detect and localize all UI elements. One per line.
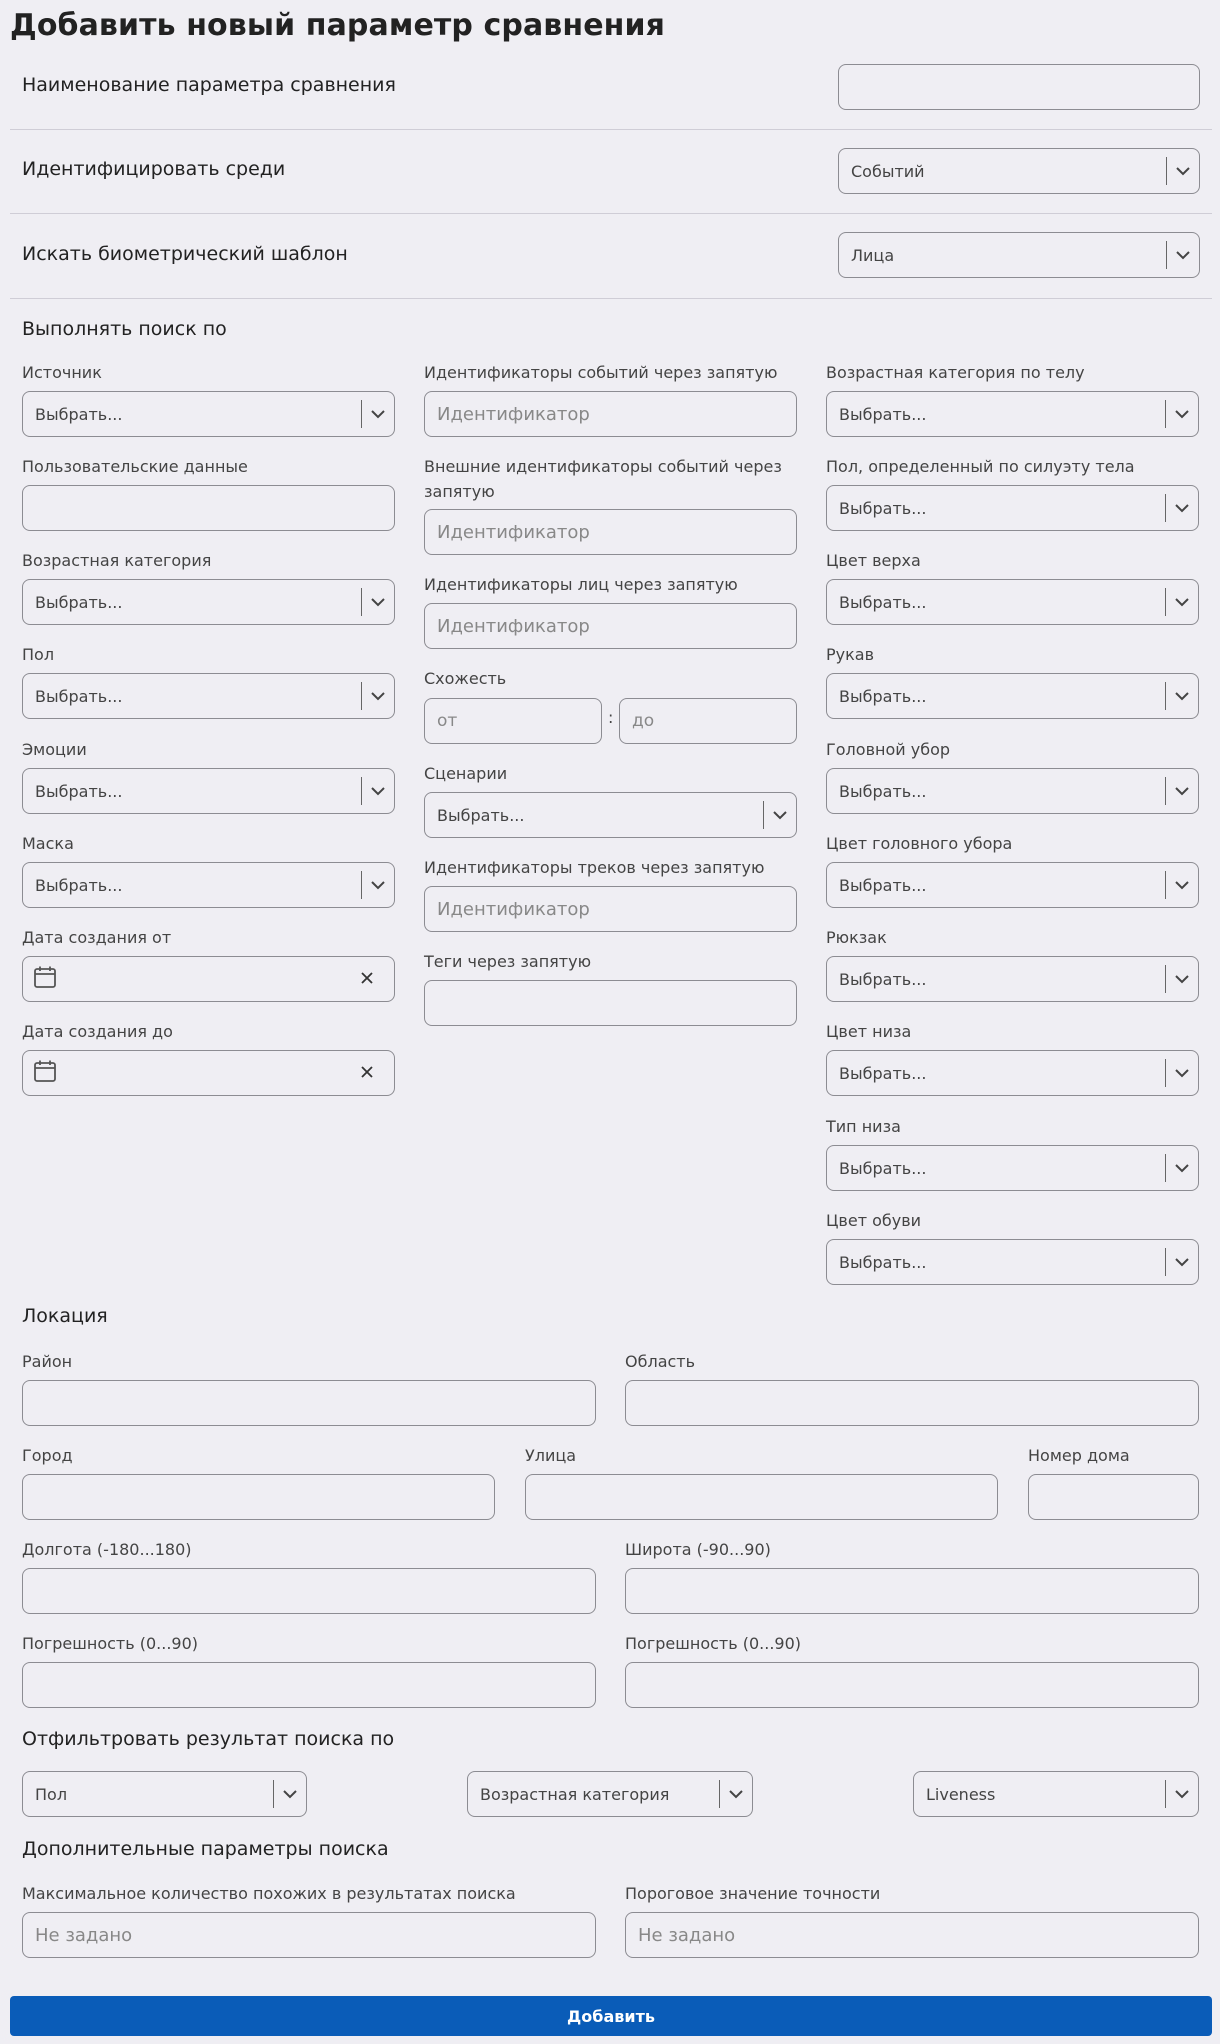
shoe-color-select[interactable]	[826, 1239, 1199, 1285]
identify-value: Событий	[851, 161, 925, 181]
placeholder: от	[437, 711, 458, 731]
filter-liveness-select[interactable]	[913, 1771, 1199, 1817]
max-similar-input[interactable]	[22, 1912, 596, 1958]
body-age-select[interactable]	[826, 391, 1199, 437]
select-value: Возрастная категория	[480, 1784, 670, 1804]
ext-event-ids-input[interactable]	[424, 509, 797, 555]
chevron-down-icon	[362, 769, 394, 813]
chevron-down-icon	[1166, 1772, 1198, 1816]
date-to-label: Дата создания до	[22, 1022, 173, 1041]
name-input[interactable]	[838, 64, 1200, 110]
similarity-label: Схожесть	[424, 669, 507, 688]
select-value: Выбрать...	[35, 404, 123, 424]
house-label: Номер дома	[1028, 1446, 1130, 1465]
range-separator: :	[608, 708, 614, 727]
chevron-down-icon	[1167, 233, 1199, 277]
region-input[interactable]	[625, 1380, 1199, 1426]
name-label: Наименование параметра сравнения	[22, 74, 396, 96]
select-value: Выбрать...	[35, 781, 123, 801]
top-color-label: Цвет верха	[826, 551, 921, 570]
region-label: Область	[625, 1352, 696, 1371]
chevron-down-icon	[1166, 1240, 1198, 1284]
mask-label: Маска	[22, 834, 74, 853]
select-value: Выбрать...	[839, 1252, 927, 1272]
city-input[interactable]	[22, 1474, 495, 1520]
scenarios-label: Сценарии	[424, 764, 508, 783]
source-label: Источник	[22, 363, 102, 382]
calendar-icon[interactable]	[33, 965, 57, 993]
district-input[interactable]	[22, 1380, 596, 1426]
biometric-value: Лица	[851, 245, 895, 265]
source-select[interactable]	[22, 391, 395, 437]
scenarios-select[interactable]	[424, 792, 797, 838]
street-input[interactable]	[525, 1474, 998, 1520]
select-value: Выбрать...	[839, 1063, 927, 1083]
chevron-down-icon	[1166, 957, 1198, 1001]
chevron-down-icon	[1166, 486, 1198, 530]
biometric-label: Искать биометрический шаблон	[22, 243, 348, 265]
street-label: Улица	[525, 1446, 577, 1465]
placeholder: Идентификатор	[437, 898, 590, 920]
latitude-input[interactable]	[625, 1568, 1199, 1614]
track-ids-input[interactable]	[424, 886, 797, 932]
divider	[10, 129, 1212, 130]
clear-icon[interactable]	[360, 970, 374, 989]
face-ids-label: Идентификаторы лиц через запятую	[424, 575, 738, 594]
select-value: Выбрать...	[839, 404, 927, 424]
emotions-select[interactable]	[22, 768, 395, 814]
select-value: Выбрать...	[839, 969, 927, 989]
chevron-down-icon	[1166, 1146, 1198, 1190]
user-data-input[interactable]	[22, 485, 395, 531]
divider	[10, 213, 1212, 214]
biometric-select[interactable]	[838, 232, 1200, 278]
tags-input[interactable]	[424, 980, 797, 1026]
shoe-color-label: Цвет обуви	[826, 1211, 922, 1230]
age-category-select[interactable]	[22, 579, 395, 625]
longitude-input[interactable]	[22, 1568, 596, 1614]
filter-gender-select[interactable]	[22, 1771, 307, 1817]
sleeve-label: Рукав	[826, 645, 875, 664]
sleeve-select[interactable]	[826, 673, 1199, 719]
placeholder: Идентификатор	[437, 521, 590, 543]
house-input[interactable]	[1028, 1474, 1199, 1520]
similarity-to-input[interactable]	[619, 698, 797, 744]
age-category-label: Возрастная категория	[22, 551, 212, 570]
divider	[10, 298, 1212, 299]
chevron-down-icon	[720, 1772, 752, 1816]
select-value: Выбрать...	[839, 875, 927, 895]
gender-select[interactable]	[22, 673, 395, 719]
body-age-label: Возрастная категория по телу	[826, 363, 1085, 382]
gender-label: Пол	[22, 645, 55, 664]
select-value: Выбрать...	[35, 686, 123, 706]
select-value: Выбрать...	[839, 686, 927, 706]
chevron-down-icon	[362, 392, 394, 436]
date-to-picker[interactable]	[22, 1050, 395, 1096]
placeholder: до	[632, 711, 655, 731]
chevron-down-icon	[362, 674, 394, 718]
placeholder: Не задано	[638, 1924, 736, 1946]
page-title: Добавить новый параметр сравнения	[10, 8, 665, 43]
select-value: Выбрать...	[839, 498, 927, 518]
identify-label: Идентифицировать среди	[22, 158, 286, 180]
headwear-label: Головной убор	[826, 740, 951, 759]
chevron-down-icon	[764, 793, 796, 837]
tags-label: Теги через запятую	[424, 952, 592, 971]
select-value: Пол	[35, 1784, 68, 1804]
select-value: Выбрать...	[35, 875, 123, 895]
chevron-down-icon	[1166, 1051, 1198, 1095]
chevron-down-icon	[1166, 392, 1198, 436]
longitude-label: Долгота (-180...180)	[22, 1540, 192, 1559]
calendar-icon[interactable]	[33, 1059, 57, 1087]
select-value: Выбрать...	[839, 781, 927, 801]
mask-select[interactable]	[22, 862, 395, 908]
body-gender-select[interactable]	[826, 485, 1199, 531]
date-from-picker[interactable]	[22, 956, 395, 1002]
event-ids-label: Идентификаторы событий через запятую	[424, 363, 778, 382]
top-color-select[interactable]	[826, 579, 1199, 625]
bottom-color-label: Цвет низа	[826, 1022, 912, 1041]
select-value: Liveness	[926, 1784, 996, 1804]
face-ids-input[interactable]	[424, 603, 797, 649]
user-data-label: Пользовательские данные	[22, 457, 248, 476]
select-value: Выбрать...	[839, 592, 927, 612]
ext-event-ids-label: Внешние идентификаторы событий через запятую	[424, 457, 782, 501]
headwear-color-select[interactable]	[826, 862, 1199, 908]
bottom-type-label: Тип низа	[826, 1117, 901, 1136]
district-label: Район	[22, 1352, 73, 1371]
max-similar-label: Максимальное количество похожих в результатах поиска	[22, 1884, 516, 1903]
backpack-select[interactable]	[826, 956, 1199, 1002]
chevron-down-icon	[1166, 674, 1198, 718]
add-button[interactable]: Добавить	[10, 1996, 1212, 2036]
headwear-color-label: Цвет головного убора	[826, 834, 1013, 853]
body-gender-label: Пол, определенный по силуэту тела	[826, 457, 1135, 476]
bottom-color-select[interactable]	[826, 1050, 1199, 1096]
lat-error-input[interactable]	[625, 1662, 1199, 1708]
filter-section-title: Отфильтровать результат поиска по	[22, 1728, 395, 1750]
chevron-down-icon	[274, 1772, 306, 1816]
search-section-title: Выполнять поиск по	[22, 318, 227, 340]
lat-error-label: Погрешность (0...90)	[625, 1634, 802, 1653]
placeholder: Идентификатор	[437, 403, 590, 425]
threshold-input[interactable]	[625, 1912, 1199, 1958]
track-ids-label: Идентификаторы треков через запятую	[424, 858, 765, 877]
chevron-down-icon	[1166, 580, 1198, 624]
extra-section-title: Дополнительные параметры поиска	[22, 1838, 389, 1860]
chevron-down-icon	[1166, 769, 1198, 813]
placeholder: Не задано	[35, 1924, 133, 1946]
select-value: Выбрать...	[437, 805, 525, 825]
chevron-down-icon	[362, 580, 394, 624]
select-value: Выбрать...	[35, 592, 123, 612]
select-value: Выбрать...	[839, 1158, 927, 1178]
chevron-down-icon	[1167, 149, 1199, 193]
city-label: Город	[22, 1446, 73, 1465]
similarity-from-input[interactable]	[424, 698, 602, 744]
backpack-label: Рюкзак	[826, 928, 887, 947]
placeholder: Идентификатор	[437, 615, 590, 637]
date-from-label: Дата создания от	[22, 928, 172, 947]
lon-error-label: Погрешность (0...90)	[22, 1634, 199, 1653]
identify-select[interactable]	[838, 148, 1200, 194]
clear-icon[interactable]	[360, 1064, 374, 1083]
latitude-label: Широта (-90...90)	[625, 1540, 771, 1559]
lon-error-input[interactable]	[22, 1662, 596, 1708]
emotions-label: Эмоции	[22, 740, 87, 759]
filter-age-select[interactable]	[467, 1771, 753, 1817]
bottom-type-select[interactable]	[826, 1145, 1199, 1191]
location-section-title: Локация	[22, 1305, 108, 1327]
threshold-label: Пороговое значение точности	[625, 1884, 881, 1903]
headwear-select[interactable]	[826, 768, 1199, 814]
chevron-down-icon	[1166, 863, 1198, 907]
chevron-down-icon	[362, 863, 394, 907]
event-ids-input[interactable]	[424, 391, 797, 437]
